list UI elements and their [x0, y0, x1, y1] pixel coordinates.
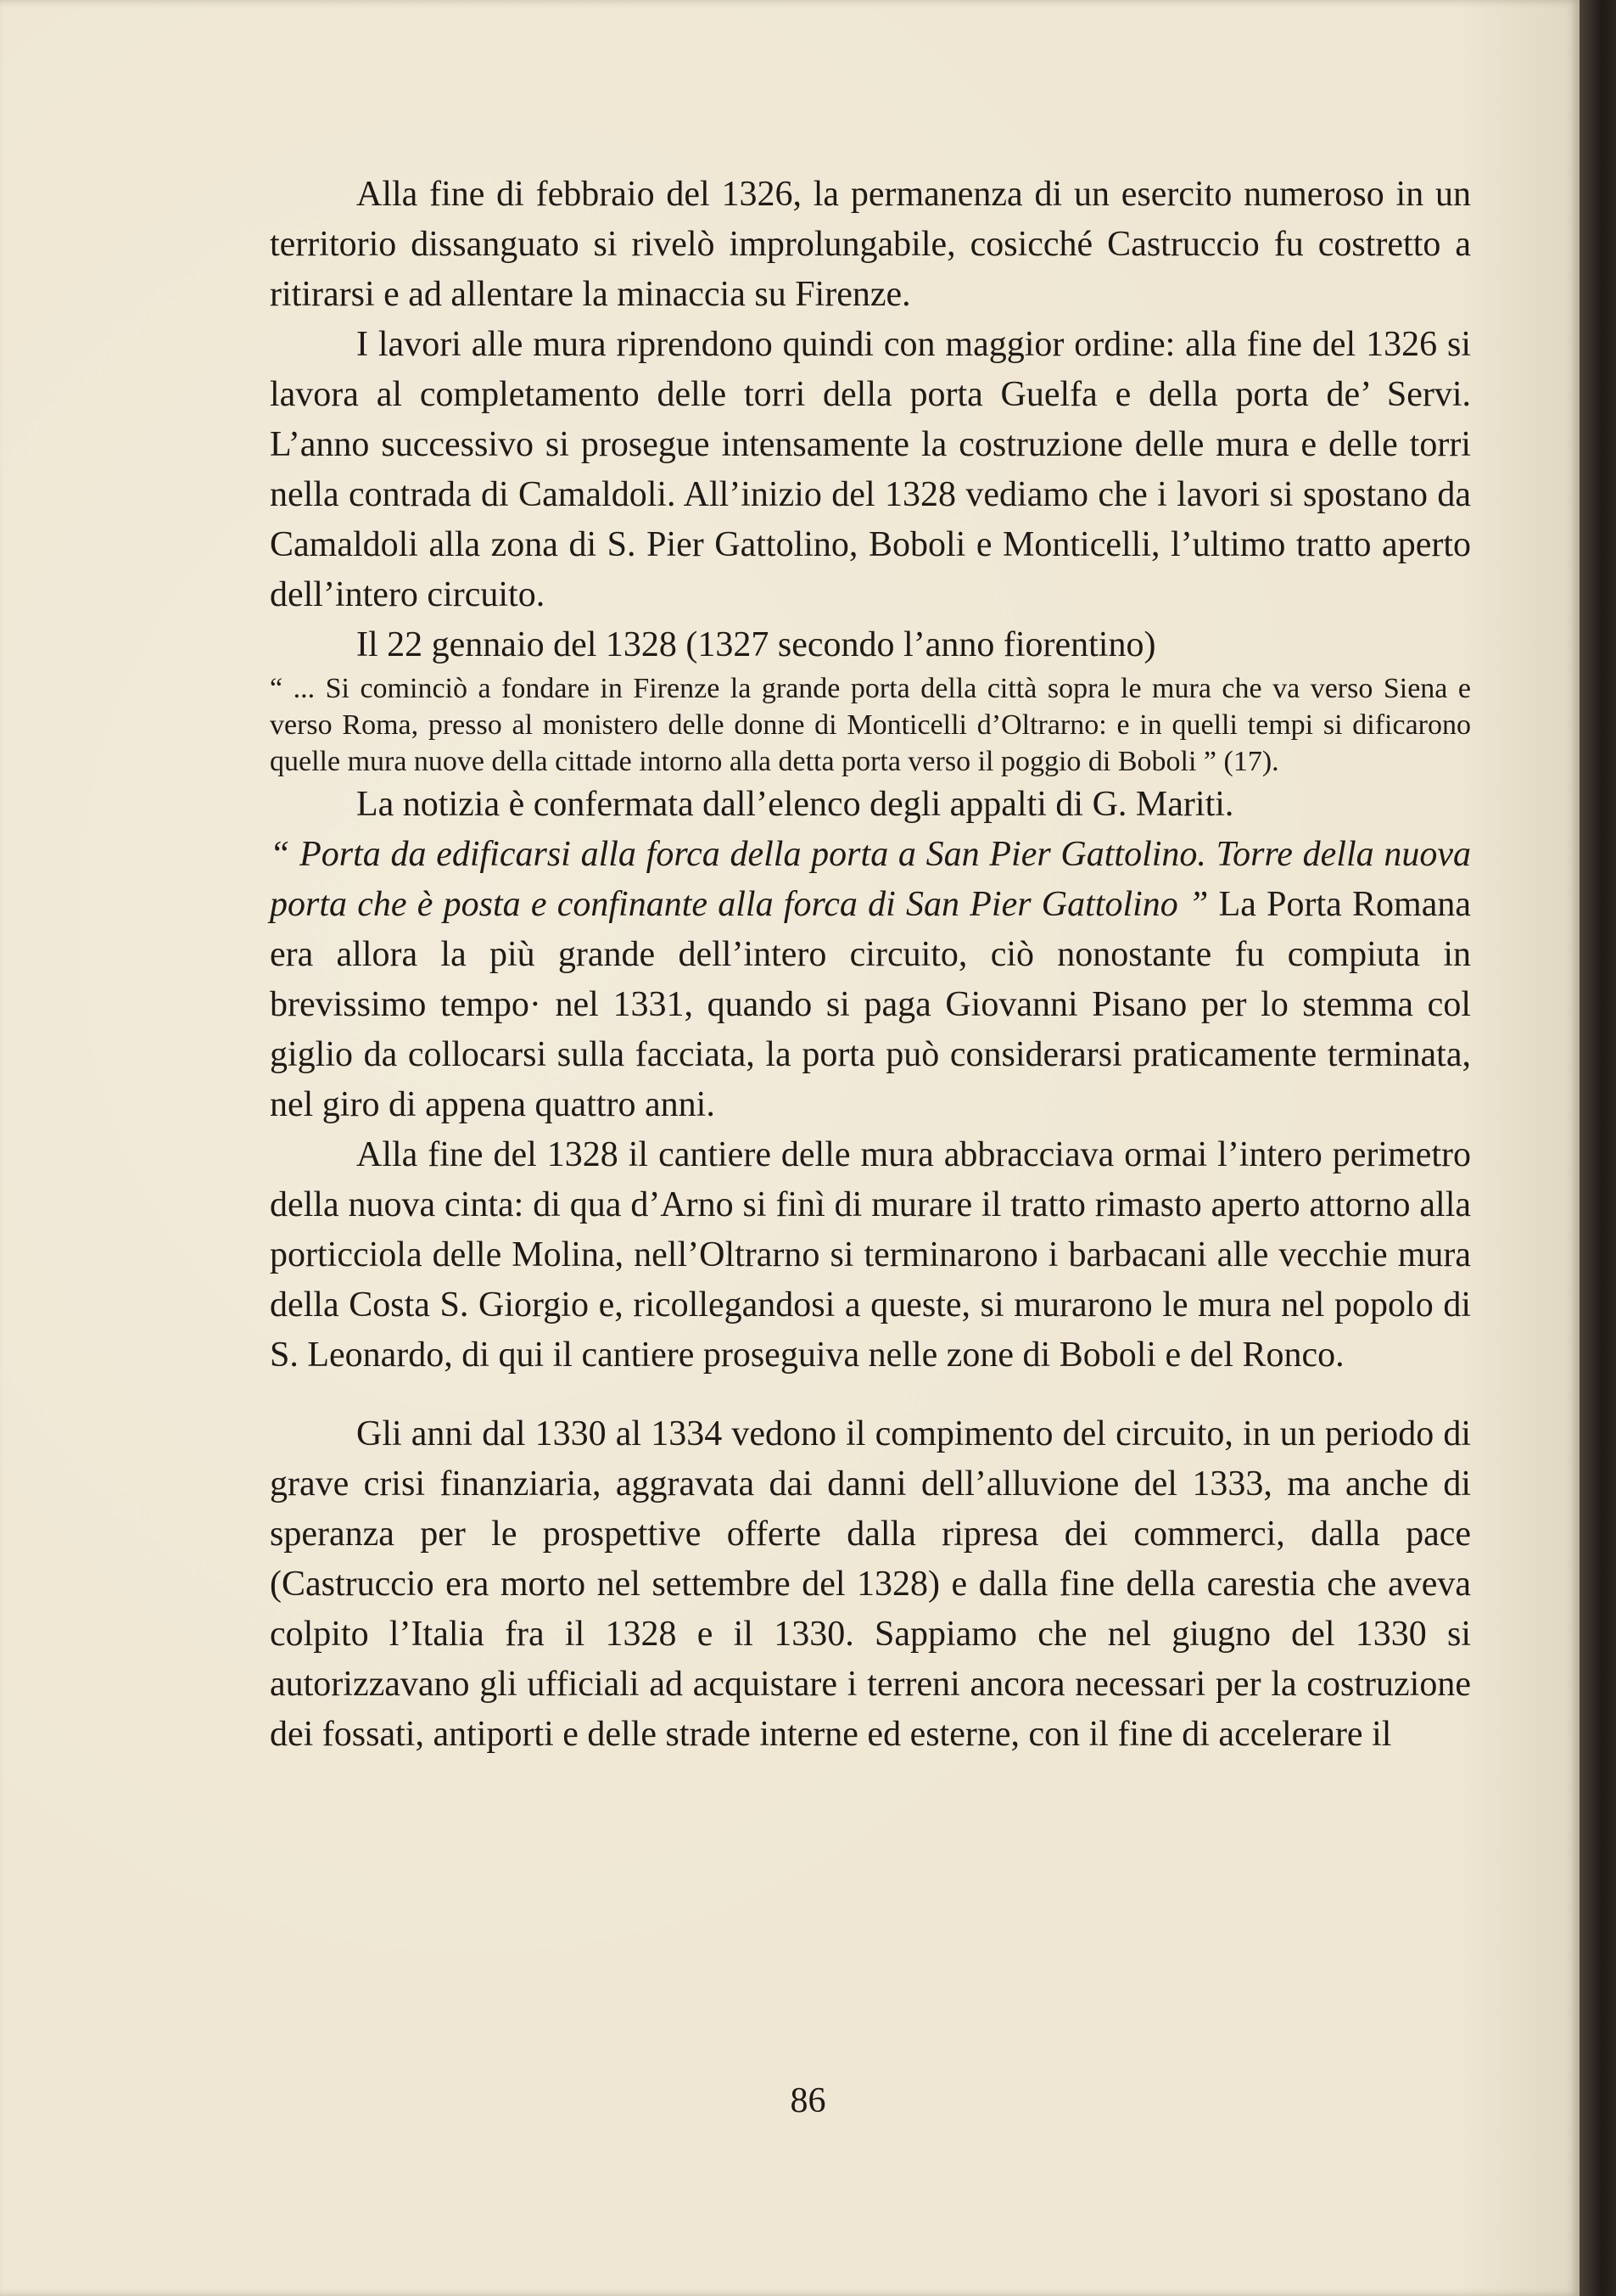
mariti-quote: “ Porta da edificarsi alla forca della porta a San Pier Gattolino. Torre della nuova porta che è posta e confinante alla forca di San Pier Gattolino ” — [270, 835, 1471, 924]
paragraph-3: Il 22 gennaio del 1328 (1327 secondo l’anno fiorentino) — [356, 625, 1156, 664]
paragraph-2: I lavori alle mura riprendono quindi con maggior ordine: alla fine del 1326 si lavora al completamento delle torri della porta Guelfa e della porta de’ Servi. L’anno successivo si prosegue intensamente la costruzione delle mura e delle torri nella contrada di Camaldoli. All’inizio del 1328 vediamo che i lavori si spostano da Camaldoli alla zona di S. Pier Gattolino, Boboli e Monticelli, l’ultimo tratto aperto dell’intero circuito. — [270, 325, 1471, 614]
paragraph-7: Gli anni dal 1330 al 1334 vedono il compimento del circuito, in un periodo di grave crisi finanziaria, aggravata dai danni dell’alluvione del 1333, ma anche di speranza per le prospettive offerte dalla ripresa dei commerci, dalla pace (Castruccio era morto nel settembre del 1328) e dalla fine della carestia che aveva colpito l’Italia fra il 1328 e il 1330. Sappiamo che nel giugno del 1330 si autorizzavano gli ufficiali ad acquistare i terreni ancora necessari per la costruzione dei fossati, antiporti e delle strade interne ed esterne, con il fine di accelerare il — [270, 1414, 1471, 1754]
page-edge-shadow — [1580, 0, 1616, 2296]
paragraph-5-rest: La Porta Romana era allora la più grande dell’intero circuito, ciò nonostante fu compiuta in brevissimo tempo· nel 1331, quando si paga Giovanni Pisano per lo stemma col giglio da collocarsi sulla facciata, la porta può considerarsi praticamente terminata, nel giro di appena quattro anni. — [270, 885, 1471, 1124]
paragraph-5-continued — [270, 830, 1471, 1130]
page-number: 86 — [790, 2081, 826, 2120]
chronicle-quote: “ ... Si cominciò a fondare in Firenze la grande porta della città sopra le mura che va verso Siena e verso Roma, presso al monistero delle donne di Monticelli d’Oltrarno: e in quelli tempi si dificarono quelle mura nuove della cittade intorno alla detta porta verso il poggio di Boboli ” (17). — [270, 673, 1471, 777]
paragraph-5: La notizia è confermata dall’elenco degli appalti di G. Mariti. — [356, 785, 1234, 824]
body-text — [270, 170, 1471, 1760]
paragraph-6: Alla fine del 1328 il cantiere delle mura abbracciava ormai l’intero perimetro della nuova cinta: di qua d’Arno si finì di murare il tratto rimasto aperto attorno alla porticciola delle Molina, nell’Oltrarno si terminarono i barbacani alle vecchie mura della Costa S. Giorgio e, ricollegandosi a queste, si murarono le mura nel popolo di S. Leonardo, di qui il cantiere proseguiva nelle zone di Boboli e del Ronco. — [270, 1135, 1471, 1375]
paragraph-1: Alla fine di febbraio del 1326, la permanenza di un esercito numeroso in un territorio dissanguato si rivelò improlungabile, cosicché Castruccio fu costretto a ritirarsi e ad allentare la minaccia su Firenze. — [270, 175, 1471, 314]
